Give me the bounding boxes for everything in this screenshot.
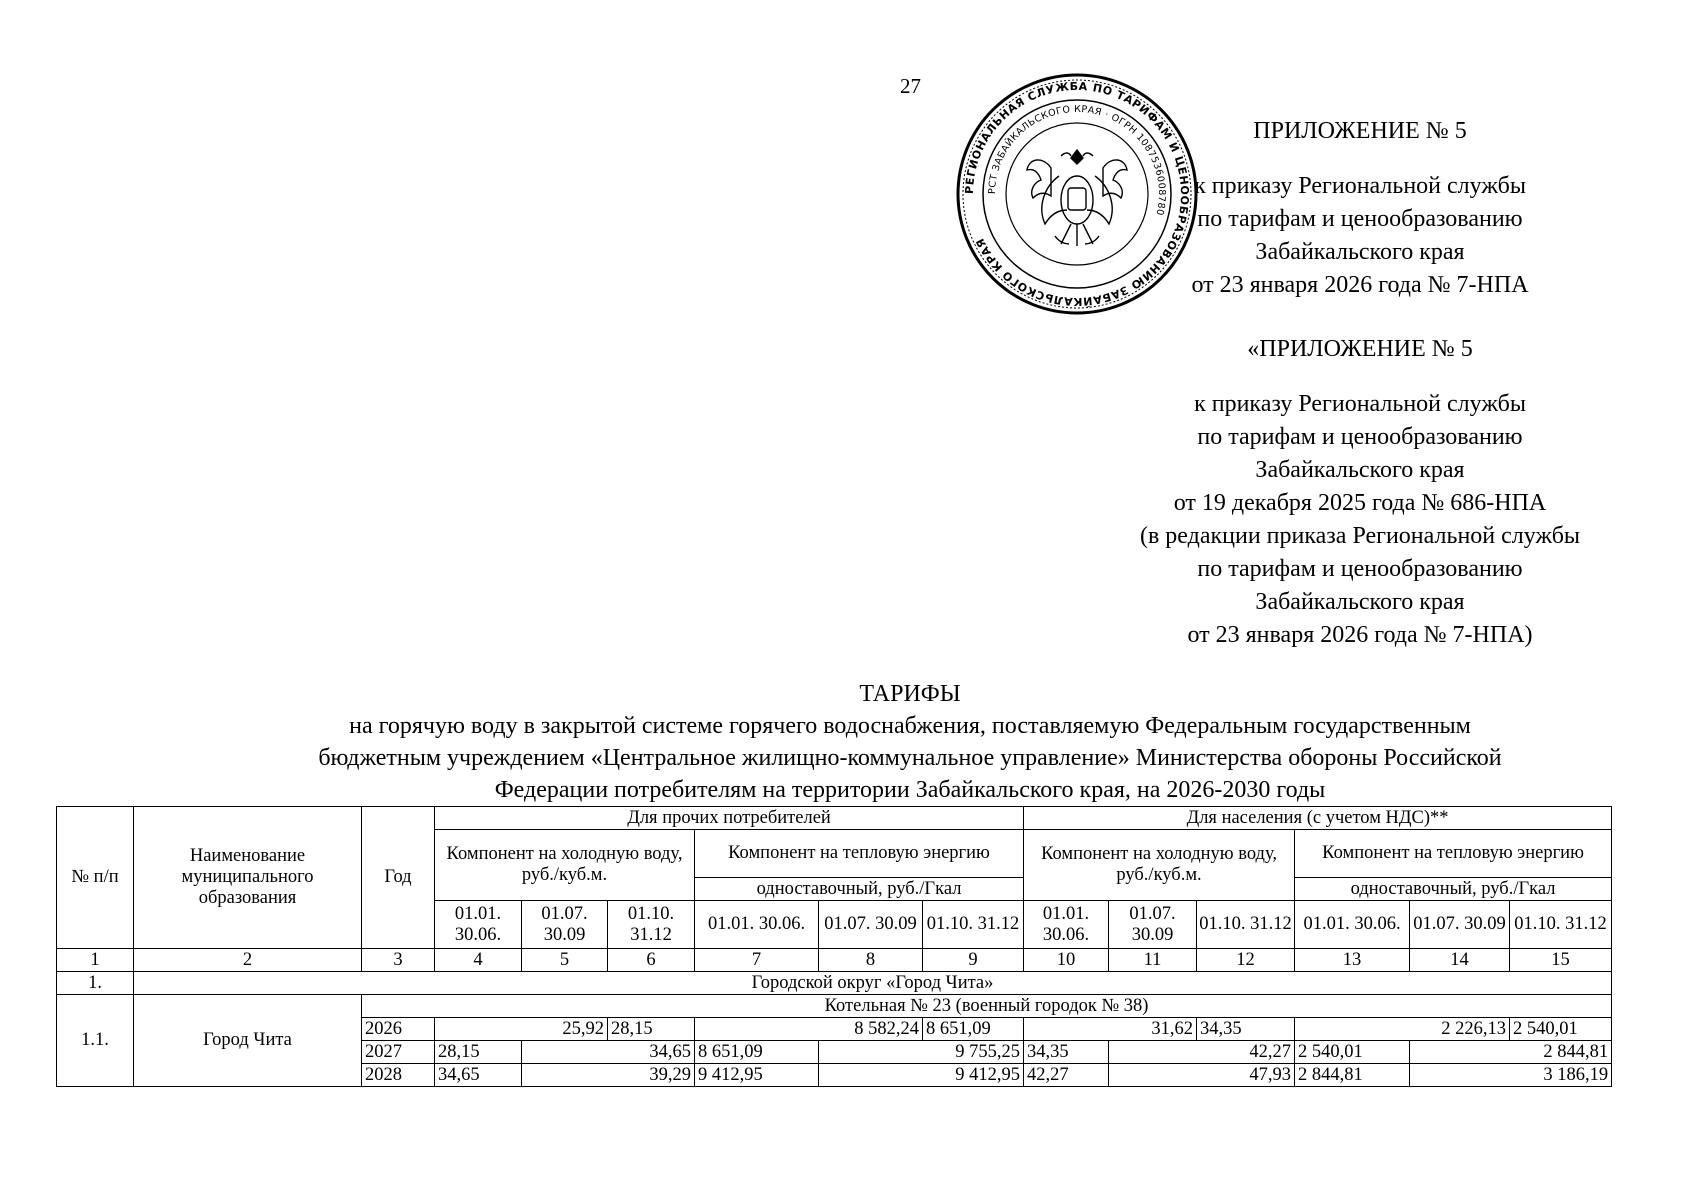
cell-value: 34,65 [522, 1041, 695, 1064]
header-period: 01.07. 30.09 [522, 901, 608, 949]
appendix-current-line: к приказу Региональной службы [1194, 173, 1526, 199]
column-index: 4 [435, 949, 522, 972]
appendix-current-title: ПРИЛОЖЕНИЕ № 5 [1253, 118, 1467, 144]
header-cold-water: Компонент на холодную воду, руб./куб.м. [1024, 830, 1295, 901]
header-period: 01.10. 31.12 [608, 901, 695, 949]
column-index: 14 [1410, 949, 1510, 972]
column-index: 15 [1510, 949, 1612, 972]
row-year: 2026 [362, 1018, 435, 1041]
cell-value: 2 844,81 [1295, 1064, 1410, 1087]
section-name: Городской округ «Город Чита» [134, 972, 1612, 995]
header-single-rate: одноставочный, руб./Гкал [1295, 878, 1612, 901]
table-header-row [57, 807, 1612, 830]
appendix-original-header [1080, 333, 1640, 652]
appendix-current-line: от 23 января 2026 года № 7-НПА [1191, 272, 1529, 298]
cell-value: 42,27 [1109, 1041, 1295, 1064]
appendix-current-line: по тарифам и ценообразованию [1197, 206, 1523, 232]
header-period: 01.01. 30.06. [435, 901, 522, 949]
row-year: 2027 [362, 1041, 435, 1064]
cell-value: 9 412,95 [695, 1064, 819, 1087]
cell-value: 8 651,09 [695, 1041, 819, 1064]
header-single-rate: одноставочный, руб./Гкал [695, 878, 1024, 901]
page-number: 27 [900, 74, 921, 98]
cell-value: 47,93 [1109, 1064, 1295, 1087]
header-heat-energy: Компонент на тепловую энергию [695, 830, 1024, 878]
header-period: 01.10. 31.12 [923, 901, 1024, 949]
boiler-row [57, 995, 1612, 1018]
appendix-original-line: от 19 декабря 2025 года № 686-НПА [1173, 490, 1547, 516]
column-index: 3 [362, 949, 435, 972]
document-heading: ТАРИФЫ [859, 681, 961, 707]
header-group-population: Для населения (с учетом НДС)** [1024, 807, 1612, 830]
appendix-original-line: (в редакции приказа Региональной службы [1139, 523, 1581, 549]
appendix-original-line: от 23 января 2026 года № 7-НПА) [1187, 622, 1533, 648]
cell-value: 39,29 [522, 1064, 695, 1087]
cell-value: 9 412,95 [819, 1064, 1024, 1087]
header-year: Год [362, 807, 435, 949]
cell-value: 2 844,81 [1410, 1041, 1612, 1064]
column-index: 10 [1024, 949, 1109, 972]
section-num: 1. [57, 972, 134, 995]
appendix-original-line: Забайкальского края [1255, 457, 1465, 483]
subsection-num: 1.1. [57, 995, 134, 1087]
cell-value: 28,15 [608, 1018, 695, 1041]
row-year: 2028 [362, 1064, 435, 1087]
appendix-original-line: по тарифам и ценообразованию [1197, 424, 1523, 450]
header-period: 01.01. 30.06. [1295, 901, 1410, 949]
cell-value: 3 186,19 [1410, 1064, 1612, 1087]
column-index-row [57, 949, 1612, 972]
header-cold-water: Компонент на холодную воду, руб./куб.м. [435, 830, 695, 901]
cell-value: 2 540,01 [1510, 1018, 1612, 1041]
cell-value: 9 755,25 [819, 1041, 1024, 1064]
header-period: 01.07. 30.09 [1410, 901, 1510, 949]
cell-value: 2 540,01 [1295, 1041, 1410, 1064]
document-title-line: Федерации потребителям на территории Забайкальского края, на 2026-2030 годы [494, 777, 1326, 803]
column-index: 5 [522, 949, 608, 972]
section-row [57, 972, 1612, 995]
cell-value: 34,65 [435, 1064, 522, 1087]
cell-value: 8 651,09 [923, 1018, 1024, 1041]
appendix-current-line: Забайкальского края [1255, 239, 1465, 265]
cell-value: 31,62 [1024, 1018, 1197, 1041]
header-period: 01.01. 30.06. [695, 901, 819, 949]
appendix-original-title: «ПРИЛОЖЕНИЕ № 5 [1247, 336, 1473, 362]
cell-value: 8 582,24 [695, 1018, 923, 1041]
header-period: 01.07. 30.09 [819, 901, 923, 949]
column-index: 11 [1109, 949, 1197, 972]
document-title-line: бюджетным учреждением «Центральное жилищно-коммунальное управление» Министерства обороны Российской [318, 745, 1502, 771]
appendix-original-line: Забайкальского края [1255, 589, 1465, 615]
header-num: № п/п [57, 807, 134, 949]
header-period: 01.01. 30.06. [1024, 901, 1109, 949]
header-group-other: Для прочих потребителей [435, 807, 1024, 830]
appendix-current-header [1150, 115, 1570, 302]
column-index: 2 [134, 949, 362, 972]
appendix-original-line: к приказу Региональной службы [1194, 391, 1526, 417]
column-index: 8 [819, 949, 923, 972]
column-index: 12 [1197, 949, 1295, 972]
header-heat-energy: Компонент на тепловую энергию [1295, 830, 1612, 878]
cell-value: 2 226,13 [1295, 1018, 1510, 1041]
cell-value: 34,35 [1024, 1041, 1109, 1064]
cell-value: 28,15 [435, 1041, 522, 1064]
seal-outer-text: РЕГИОНАЛЬНАЯ СЛУЖБА ПО ТАРИФАМ И ЦЕНООБРАЗОВАНИЮ ЗАБАЙКАЛЬСКОГО КРАЯ [962, 79, 1192, 309]
header-period: 01.10. 31.12 [1510, 901, 1612, 949]
cell-value: 42,27 [1024, 1064, 1109, 1087]
subsection-name: Город Чита [134, 995, 362, 1087]
header-period: 01.10. 31.12 [1197, 901, 1295, 949]
header-municipality: Наименование муниципального образования [134, 807, 362, 949]
cell-value: 34,35 [1197, 1018, 1295, 1041]
column-index: 6 [608, 949, 695, 972]
cell-value: 25,92 [435, 1018, 608, 1041]
document-title-line: на горячую воду в закрытой системе горячего водоснабжения, поставляемую Федеральным государственным [349, 713, 1471, 739]
seal-inner-text: РСТ ЗАБАЙКАЛЬСКОГО КРАЯ · ОГРН 1087536008780 [986, 103, 1168, 217]
appendix-original-line: по тарифам и ценообразованию [1197, 556, 1523, 582]
column-index: 7 [695, 949, 819, 972]
document-title [200, 678, 1620, 806]
column-index: 9 [923, 949, 1024, 972]
double-headed-eagle-icon [1027, 150, 1127, 246]
header-period: 01.07. 30.09 [1109, 901, 1197, 949]
column-index: 13 [1295, 949, 1410, 972]
tariff-table [56, 806, 1612, 1087]
column-index: 1 [57, 949, 134, 972]
boiler-name: Котельная № 23 (военный городок № 38) [362, 995, 1612, 1018]
